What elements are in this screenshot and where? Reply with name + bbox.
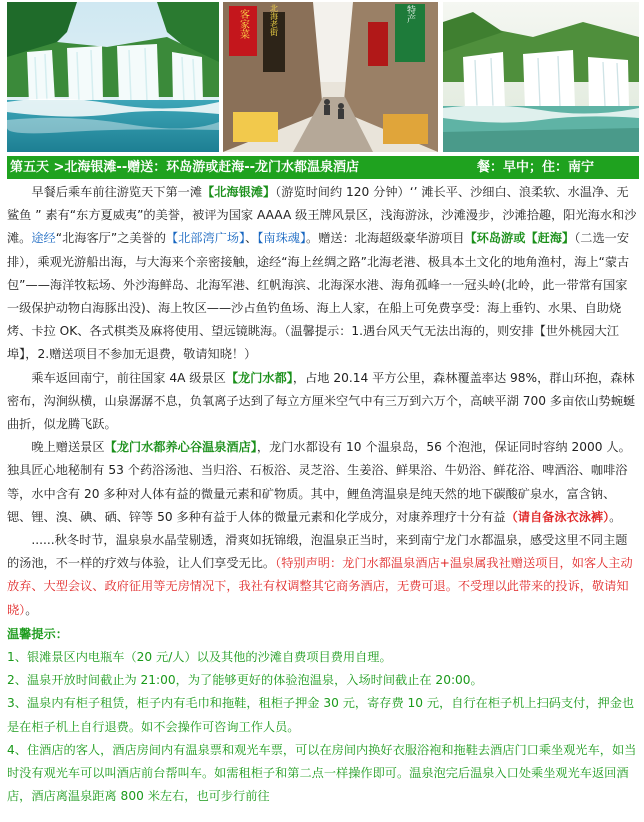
body-text: 乘车返回南宁，前往国家 4A 级景区 xyxy=(31,370,226,385)
highlight-text: 【北部湾广场】 xyxy=(165,231,246,246)
highlight-text: 【龙门水都养心谷温泉酒店】 xyxy=(104,440,257,455)
day-title: 第五天 >北海银滩--赠送：环岛游或赶海--龙门水都温泉酒店 xyxy=(10,160,360,175)
body-text: （二选一安排），乘观光游船出海，与大海来个亲密接触，途经“海上丝绸之路”北海老港、极具本土文化的地角渔村，海上“蒙古包”——海洋牧耘场、外沙海鲜岛、北海军港、红帆海滨、北海深水港、海角孤峰一一冠头岭(北岭，此一带常有国家一级保护动物白海豚出没)、海上牧区——沙占鱼钓鱼场、海上人家，在船上可免费享受：海上垂钓、水果、自助烧烤、卡拉 OK、各式棋类及麻将使用、望远镜眺海。（温馨提示：1.遇台风天气无法出海的，则安排【世外桃园大江埠】，2.赠送项目不参加无退费，敬请知晓！） xyxy=(7,231,630,362)
tip-item: 3、温泉内有柜子租赁，柜子内有毛巾和拖鞋，租柜子押金 30 元，寄存费 10 元，自行在柜子机上扫码支付，押金也是在柜子机上自行退费。如不会操作可咨询工作人员。 xyxy=(7,696,635,734)
photo-strip xyxy=(7,2,639,152)
shop-sign-1: 客家菜 xyxy=(237,9,249,39)
tip-item: 4、住酒店的客人，酒店房间内有温泉票和观光车票，可以在房间内换好衣服浴袍和拖鞋去酒店门口乘坐观光车，如当时没有观光车可以叫酒店前台帮叫车。如需租柜子和第二点一样操作即可。温泉泡完后温泉入口处乘坐观光车返回酒店，酒店离温泉距离 800 米左右，也可步行前往 xyxy=(7,742,637,804)
body-text: 。赠送：北海超级豪华游项目 xyxy=(306,231,465,246)
paragraph-longmen xyxy=(7,367,639,437)
body-text: ......秋冬时节，温泉泉水晶莹剔透，滑爽如抚锦缎，泡温泉正当时，来到南宁龙门水都温泉，感受这里不同主题的汤池，不一样的疗效与体验，让人们享受无比。 xyxy=(7,533,628,571)
shop-sign-3: 特产 xyxy=(405,5,415,23)
paragraph-hot-spring xyxy=(7,436,639,529)
body-text: 晚上赠送景区 xyxy=(31,440,105,455)
highlight-text: 【环岛游或【赶海】 xyxy=(464,231,575,246)
body-text: 。 xyxy=(609,509,622,524)
highlight-text: 【龙门水都】 xyxy=(225,370,293,385)
body-text: （游览时间约 120 分钟）‘’ 滩长平、沙细白、浪柔软、水温净、无鲨鱼 ” 素有“东方夏威夷”的美誉，被评为国家 AAAA 级王牌风景区，浅海游泳，沙滩漫步，沙滩拾趣，阳光海水和沙滩。 xyxy=(7,185,637,246)
body-text: 、 xyxy=(245,231,258,246)
waterfall-photo-right xyxy=(443,2,639,152)
highlight-text: 【南珠魂】 xyxy=(257,231,307,246)
paragraph-beach xyxy=(7,181,639,367)
itinerary-body xyxy=(7,181,639,808)
body-text: ，占地 20.14 平方公里，森林覆盖率达 98%，群山环抱，森林密布，沟涧纵横，山泉潺潺不息，负氧离子达到了每立方厘米空气中有三万到六万个，高峡平湖 700 多亩依山势蜿蜒曲折，似龙腾飞跃。 xyxy=(7,370,636,432)
paragraph-autumn-notice xyxy=(7,529,639,622)
tip-item: 2、温泉开放时间截止为 21:00，为了能够更好的体验泡温泉，入场时间截止在 20:00。 xyxy=(7,673,483,688)
body-text: 。 xyxy=(25,602,38,617)
old-street-photo xyxy=(223,2,438,152)
highlight-text: 途经 xyxy=(31,231,56,246)
body-text: 早餐后乘车前往游览天下第一滩 xyxy=(31,185,203,199)
highlight-text: 【北海银滩】 xyxy=(202,185,276,199)
waterfall-photo-left xyxy=(7,2,219,152)
day-header xyxy=(7,156,639,179)
highlight-text: （请自备泳衣泳裤） xyxy=(505,509,610,524)
tips-title: 温馨提示： xyxy=(7,626,68,641)
body-text: ，龙门水都设有 10 个温泉岛，56 个泡池，保证同时容纳 2000 人。独具匠心地秘制有 53 个药浴汤池、当归浴、石板浴、灵芝浴、生姜浴、鲜果浴、牛奶浴、鲜花浴、啤酒浴、咖啡浴等，水中含有 20 多种对人体有益的微量元素和矿物质。其中，鲤鱼湾温泉是纯天然的地下碳酸矿泉水，富含钠、锶、锂、溴、碘、硒、锌等 50 多种有益于人体的微量元素和化学成分，对康养理疗十分有益 xyxy=(7,440,631,524)
tip-item: 1、银滩景区内电瓶车（20 元/人）以及其他的沙滩自费项目费用自理。 xyxy=(7,650,392,665)
shop-sign-2: 北海老街 xyxy=(269,4,279,36)
meals-lodging: 餐：早中；住：南宁 xyxy=(477,160,595,175)
highlight-text: （特别声明：龙门水都温泉酒店+温泉属我社赠送项目，如客人主动放弃、大型会议、政府征用等无房情况下，我社有权调整其它商务酒店，无费可退。不受理以此带来的投诉，敬请知晓） xyxy=(7,556,633,617)
body-text: “北海客厅”之美誉的 xyxy=(55,231,166,246)
